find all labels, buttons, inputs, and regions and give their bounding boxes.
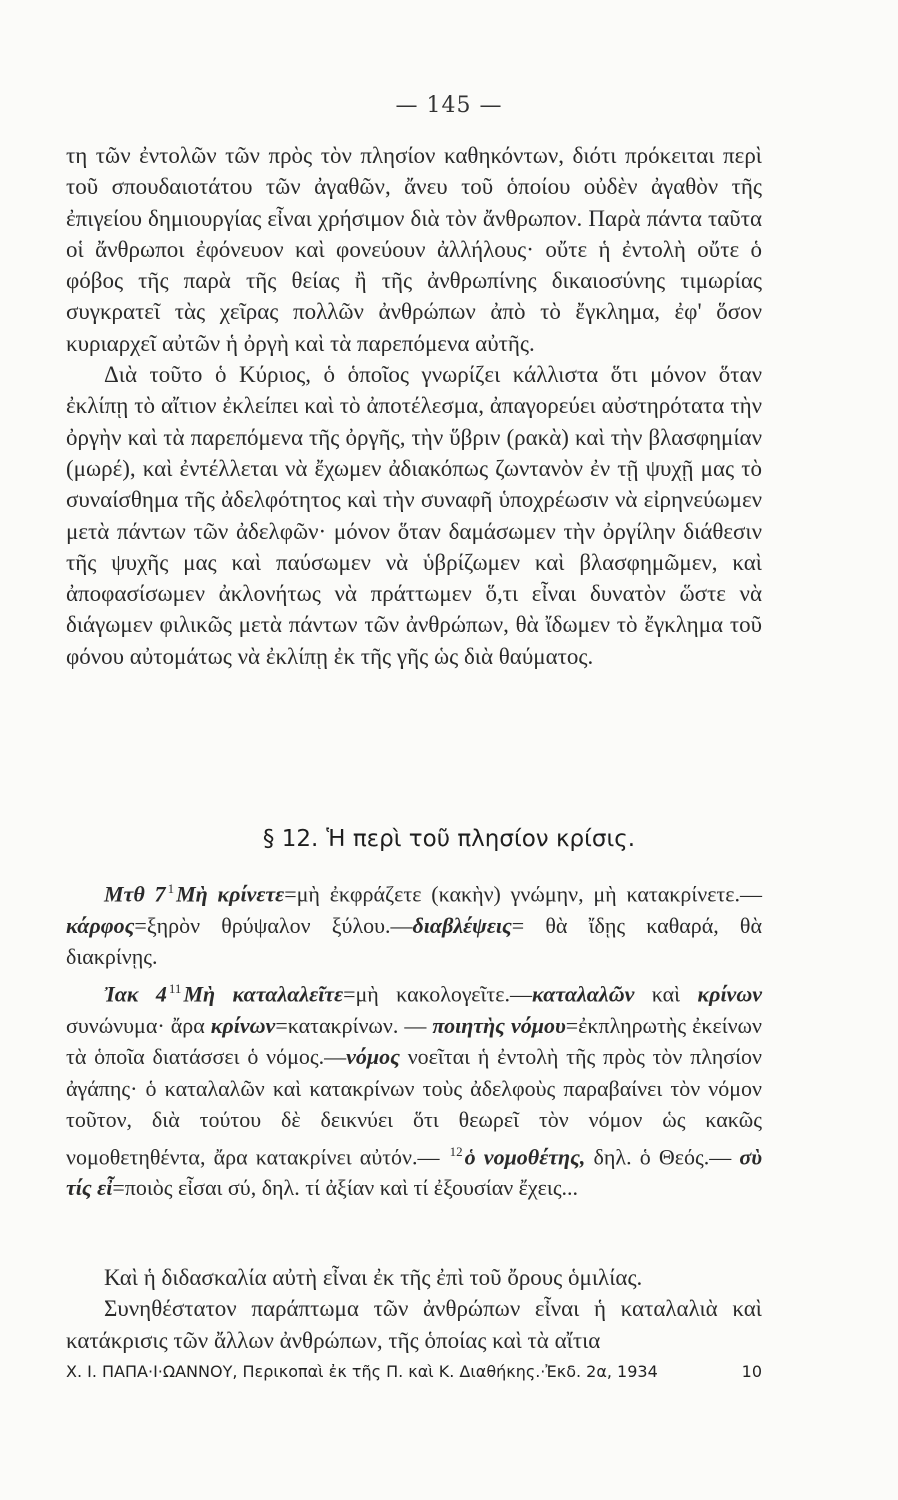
closing-paragraph-2: Συνηθέστατον παράπτωμα τῶν ἀνθρώπων εἶναι ἡ καταλαλιὰ καὶ κατάκρισις τῶν ἄλλων ἀνθρώπων, τῆς ὁποίας καὶ τὰ αἴτια <box>66 1296 762 1353</box>
term: κάρφος <box>66 912 135 938</box>
commentary-matthew <box>66 873 762 973</box>
page-number: — 145 — <box>395 93 503 118</box>
definition: =κατακρίνων. — <box>275 1012 433 1038</box>
term: κρίνων <box>697 981 762 1007</box>
section-heading <box>0 826 898 852</box>
verse-number: 12 <box>449 1143 463 1159</box>
definition: =ξηρὸν θρύψαλον ξύλου.— <box>134 912 413 938</box>
term: Μὴ καταλαλεῖτε <box>183 981 344 1007</box>
definition: =μὴ ἐκφράζετε (κακὴν) γνώμην, μὴ κατακρίνετε.— <box>284 881 763 907</box>
term: Μὴ κρίνετε <box>176 881 285 907</box>
definition: συνώνυμα· ἄρα <box>66 1012 211 1038</box>
term: ὁ νομοθέτης, <box>464 1143 586 1169</box>
section-title: Ἡ περὶ τοῦ πλησίον κρίσις. <box>326 826 636 852</box>
definition: καὶ <box>634 981 698 1007</box>
term: κρίνων <box>210 1012 276 1038</box>
term: διαβλέψεις <box>412 912 512 938</box>
scripture-ref: Ἰακ 4 <box>104 981 167 1007</box>
closing-paragraph-1: Καὶ ἡ διδασκαλία αὐτὴ εἶναι ἐκ τῆς ἐπὶ τοῦ ὄρους ὁμιλίας. <box>104 1265 643 1290</box>
definition: =ἐκπληρωτὴς ἐκείνων τὰ ὁποῖα διατάσσει ὁ νόμος.— <box>66 1012 762 1070</box>
commentary-block <box>66 873 762 1204</box>
footer-signature-number: 10 <box>741 1362 762 1381</box>
term: σὺ τίς εἶ <box>66 1143 762 1201</box>
main-text <box>66 140 762 672</box>
term: ποιητὴς νόμου <box>432 1012 566 1038</box>
paragraph-2: Διὰ τοῦτο ὁ Κύριος, ὁ ὁποῖος γνωρίζει κάλλιστα ὅτι μόνον ὅταν ἐκλίπῃ τὸ αἴτιον ἐκλείπει καὶ τὸ ἀποτέλεσμα, ἀπαγορεύει αὐστηρότατα τὴν ὀργὴν καὶ τὰ παρεπόμενα τῆς ὀργῆς, τὴν ὕβριν (ρακὰ) καὶ τὴν βλασφημίαν (μωρέ), καὶ ἐντέλλεται νὰ ἔχωμεν ἀδιακόπως ζωντανὸν ἐν τῇ ψυχῇ μας τὸ συναίσθημα τῆς ἀδελφότητος καὶ τὴν συναφῆ ὑποχρέωσιν νὰ εἰρηνεύωμεν μετὰ πάντων τῶν ἀδελφῶν· μόνον ὅταν δαμάσωμεν τὴν ὀργίλην διάθεσιν τῆς ψυχῆς μας καὶ παύσωμεν νὰ ὑβρίζωμεν καὶ βλασφημῶμεν, καὶ ἀποφασίσωμεν ἀκλονήτως νὰ πράττωμεν ὅ,τι εἶναι δυνατὸν ὥστε νὰ διάγωμεν φιλικῶς μετὰ πάντων τῶν ἀνθρώπων, θὰ ἴδωμεν τὸ ἔγκλημα τοῦ φόνου αὐτομάτως νὰ ἐκλίπῃ ἐκ τῆς γῆς ὡς διὰ θαύματος. <box>66 362 762 669</box>
verse-number: 11 <box>168 980 182 996</box>
page-footer <box>66 1362 762 1381</box>
definition: δηλ. ὁ Θεός.— <box>585 1143 740 1169</box>
commentary-james <box>66 973 762 1204</box>
term: νόμος <box>346 1044 400 1070</box>
definition: =ποιὸς εἶσαι σύ, δηλ. τί ἀξίαν καὶ τί ἐξουσίαν ἔχεις... <box>112 1175 579 1201</box>
definition: νοεῖται ἡ ἐντολὴ τῆς πρὸς τὸν πλησίον ἀγάπης· ὁ καταλαλῶν καὶ κατακρίνων τοὺς ἀδελφοὺς παραβαίνει τὸν νόμον τοῦτον, διὰ τούτου δὲ δεικνύει ὅτι θεωρεῖ τὸν νόμον ὡς κακῶς νομοθετηθέντα, ἄρα κατακρίνει αὐτόν.— <box>66 1044 762 1169</box>
term: καταλαλῶν <box>531 981 635 1007</box>
definition: = θὰ ἴδῃς καθαρά, θὰ διακρίνῃς. <box>66 912 763 970</box>
scripture-ref: Μτθ 7 <box>104 881 166 907</box>
closing-text <box>66 1262 762 1356</box>
footer-citation: Χ. Ι. ΠΑΠΑ·Ι·ΩΑΝΝΟΥ, Περικοπαὶ ἐκ τῆς Π. καὶ Κ. Διαθήκης.·Ἐκδ. 2α, 1934 <box>66 1362 658 1381</box>
paragraph-1: τη τῶν ἐντολῶν τῶν πρὸς τὸν πλησίον καθηκόντων, διότι πρόκειται περὶ τοῦ σπουδαιοτάτου τῶν ἀγαθῶν, ἄνευ τοῦ ὁποίου οὐδὲν ἀγαθὸν τῆς ἐπιγείου δημιουργίας εἶναι χρήσιμον διὰ τὸν ἄνθρωπον. Παρὰ πάντα ταῦτα οἱ ἄνθρωποι ἐφόνευον καὶ φονεύουν ἀλλήλους· οὔτε ἡ ἐντολὴ οὔτε ὁ φόβος τῆς παρὰ τῆς θείας ἢ τῆς ἀνθρωπίνης δικαιοσύνης τιμωρίας συγκρατεῖ τὰς χεῖρας πολλῶν ἀνθρώπων ἀπὸ τὸ ἔγκλημα, ἐφ' ὅσον κυριαρχεῖ αὐτῶν ἡ ὀργὴ καὶ τὰ παρεπόμενα αὐτῆς. <box>66 143 762 356</box>
section-symbol: § 12. <box>262 826 319 852</box>
verse-number: 1 <box>167 881 175 896</box>
definition: =μὴ κακολογεῖτε.— <box>343 981 532 1007</box>
